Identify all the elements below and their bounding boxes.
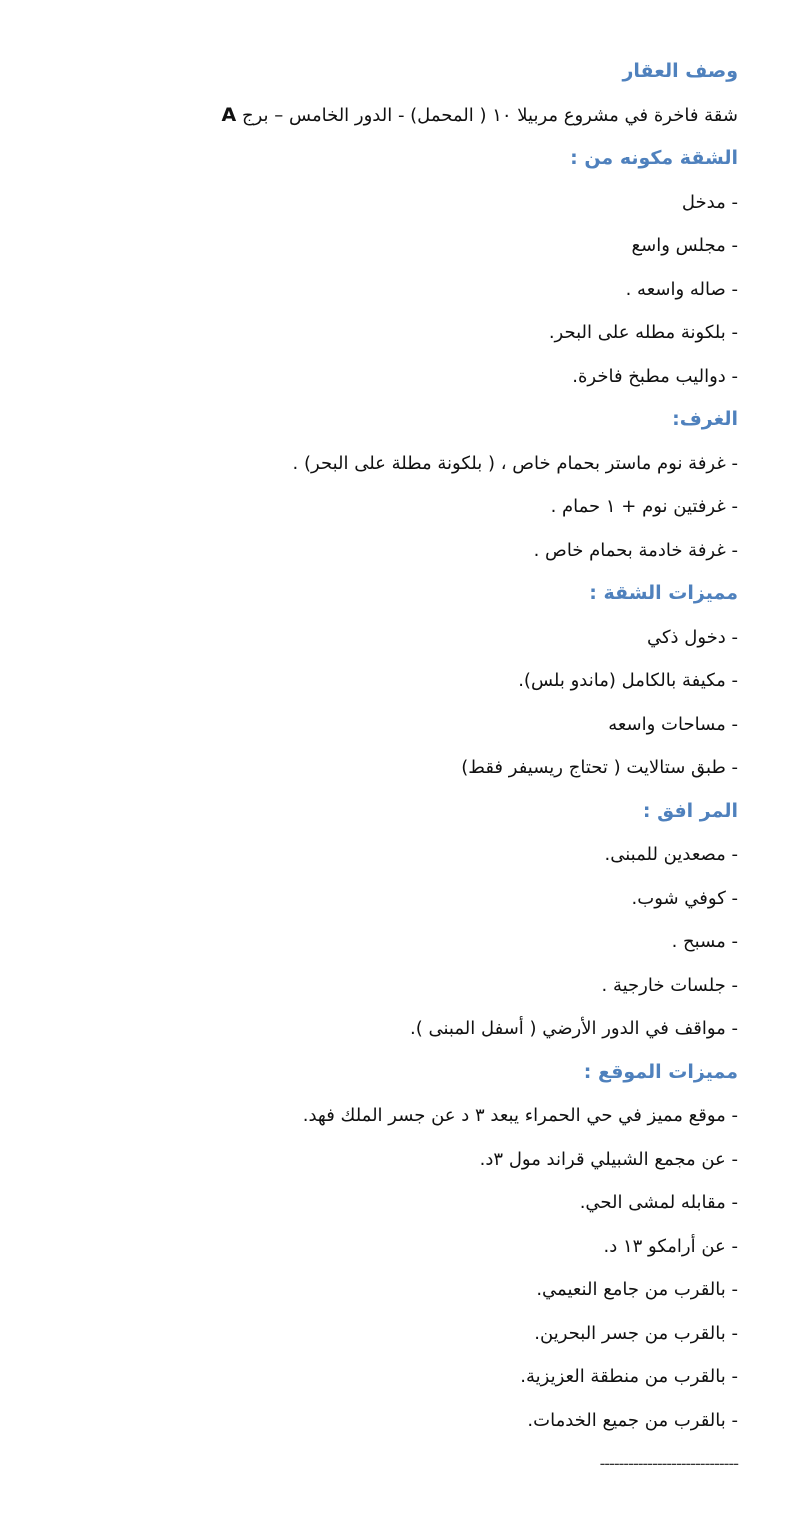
list-item: - غرفة خادمة بحمام خاص . bbox=[533, 539, 738, 561]
list-item: - دواليب مطبخ فاخرة. bbox=[572, 365, 738, 387]
section-heading-features: مميزات الشقة : bbox=[589, 582, 738, 604]
list-item: - عن أرامكو ١٣ د. bbox=[603, 1235, 738, 1257]
property-description bbox=[98, 50, 738, 1486]
list-item: - مساحات واسعه bbox=[608, 713, 738, 735]
list-item: - كوفي شوب. bbox=[631, 887, 738, 909]
intro-text: شقة فاخرة في مشروع مربيلا ١٠ ( المحمل) - الدور الخامس – برج bbox=[242, 104, 738, 126]
list-item: - غرفة نوم ماستر بحمام خاص ، ( بلكونة مطلة على البحر) . bbox=[292, 452, 738, 474]
list-item: - دخول ذكي bbox=[646, 626, 738, 648]
list-item: - مصعدين للمبنى. bbox=[604, 844, 738, 865]
section-heading-location: مميزات الموقع : bbox=[583, 1060, 738, 1083]
list-item: - طبق ستالايت ( تحتاج ريسيفر فقط) bbox=[461, 757, 738, 778]
section-heading-composition: الشقة مكونه من : bbox=[570, 147, 738, 169]
list-item: - موقع مميز في حي الحمراء يبعد ٣ د عن جسر الملك فهد. bbox=[302, 1105, 738, 1126]
list-item: - مجلس واسع bbox=[631, 235, 738, 256]
intro-line bbox=[98, 94, 738, 138]
list-item: - بالقرب من جامع النعيمي. bbox=[536, 1279, 738, 1300]
list-item: - غرفتين نوم + ١ حمام . bbox=[550, 496, 738, 517]
list-item: - مدخل bbox=[681, 191, 738, 213]
list-item: - مواقف في الدور الأرضي ( أسفل المبنى ). bbox=[410, 1018, 738, 1039]
list-item: - مقابله لمشى الحي. bbox=[579, 1192, 738, 1213]
list-item: - بالقرب من جسر البحرين. bbox=[534, 1322, 738, 1344]
section-heading-rooms: الغرف: bbox=[672, 408, 738, 430]
list-item: - بلكونة مطله على البحر. bbox=[548, 322, 738, 343]
list-item: - عن مجمع الشبيلي قراند مول ٣د. bbox=[479, 1148, 738, 1170]
list-item: - بالقرب من منطقة العزيزية. bbox=[520, 1366, 738, 1387]
list-item: - جلسات خارجية . bbox=[601, 974, 738, 996]
list-item: - صاله واسعه . bbox=[625, 278, 738, 300]
list-item: - مسبح . bbox=[671, 931, 738, 952]
section-heading-facilities: المر افق : bbox=[642, 799, 738, 822]
document-title: وصف العقار bbox=[622, 60, 738, 82]
tower-letter: A bbox=[221, 103, 237, 126]
divider-line: ----------------------------- bbox=[599, 1454, 738, 1473]
list-item: - بالقرب من جميع الخدمات. bbox=[527, 1409, 738, 1431]
list-item: - مكيفة بالكامل (ماندو بلس). bbox=[518, 670, 738, 691]
